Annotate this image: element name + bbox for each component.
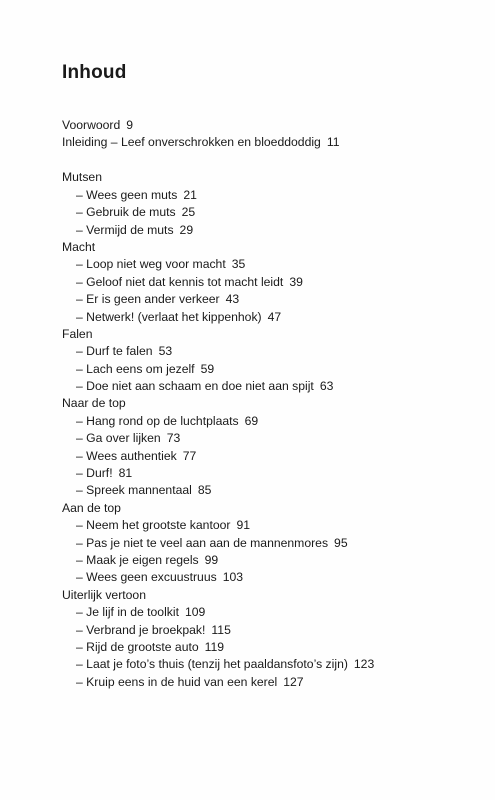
toc-entry xyxy=(62,309,482,326)
toc-entry xyxy=(62,482,482,499)
toc-entry-page: 21 xyxy=(183,187,197,202)
toc-entry-label: – Doe niet aan schaam en doe niet aan spijt xyxy=(76,379,314,394)
toc-entry xyxy=(62,361,482,378)
toc-entry-label: – Maak je eigen regels xyxy=(76,552,199,567)
toc-entry-page: 73 xyxy=(166,431,181,446)
toc-entry-page: 77 xyxy=(182,448,197,463)
toc-entry-label: – Neem het grootste kantoor xyxy=(76,518,231,533)
toc-entry-page: 123 xyxy=(353,657,375,672)
toc-entry-page: 39 xyxy=(289,274,303,289)
toc-entry xyxy=(62,535,482,552)
toc-entry-label: – Durf te falen xyxy=(76,344,153,359)
toc-entry-label: – Hang rond op de luchtplaats xyxy=(76,413,239,428)
toc-entry xyxy=(62,622,482,639)
section-heading-uiterlijk-vertoon: Uiterlijk vertoon xyxy=(62,587,146,602)
table-of-contents xyxy=(62,117,482,691)
toc-entry xyxy=(62,656,482,673)
toc-entry xyxy=(62,517,482,534)
section-heading-naar-de-top: Naar de top xyxy=(62,396,126,411)
toc-entry-voorwoord xyxy=(62,117,482,134)
toc-entry-page: 43 xyxy=(225,292,240,307)
toc-entry-label: – Kruip eens in de huid van een kerel xyxy=(76,674,278,689)
toc-entry-label: – Spreek mannentaal xyxy=(76,483,192,498)
toc-entry xyxy=(62,256,482,273)
toc-entry-page: 119 xyxy=(204,639,225,654)
toc-entry-label: – Durf! xyxy=(76,466,113,481)
toc-entry-page: 91 xyxy=(236,518,251,533)
toc-entry-page: 25 xyxy=(181,205,196,220)
toc-entry xyxy=(62,378,482,395)
toc-entry-page: 115 xyxy=(211,622,231,637)
toc-entry xyxy=(62,274,482,291)
toc-entry-label: – Rijd de grootste auto xyxy=(76,639,199,654)
section-heading-falen: Falen xyxy=(62,326,93,341)
toc-entry xyxy=(62,222,482,239)
toc-entry-label: – Laat je foto’s thuis (tenzij het paaldansfoto’s zijn) xyxy=(76,657,348,672)
toc-entry xyxy=(62,413,482,430)
toc-entry-label: – Netwerk! (verlaat het kippenhok) xyxy=(76,309,262,324)
toc-entry xyxy=(62,604,482,621)
toc-entry-label: – Gebruik de muts xyxy=(76,205,176,220)
spacer xyxy=(62,152,482,170)
section-heading-mutsen: Mutsen xyxy=(62,170,102,185)
toc-entry-inleiding xyxy=(62,134,482,151)
toc-entry xyxy=(62,187,482,204)
toc-entry-label: – Loop niet weg voor macht xyxy=(76,257,226,272)
toc-entry-page: 47 xyxy=(267,309,282,324)
toc-entry-page: 127 xyxy=(283,674,304,689)
toc-entry-page: 11 xyxy=(326,135,340,150)
toc-entry-page: 109 xyxy=(184,605,206,620)
toc-entry-label: – Lach eens om jezelf xyxy=(76,361,195,376)
toc-entry xyxy=(62,204,482,221)
toc-entry-page: 9 xyxy=(126,118,134,132)
toc-entry-label: – Er is geen ander verkeer xyxy=(76,292,220,307)
toc-entry-page: 85 xyxy=(197,483,212,498)
toc-entry-page: 95 xyxy=(334,535,348,550)
toc-entry-label: – Geloof niet dat kennis tot macht leidt xyxy=(76,274,284,289)
toc-entry-label: – Wees authentiek xyxy=(76,448,177,463)
toc-entry-page: 53 xyxy=(158,344,173,359)
toc-entry xyxy=(62,552,482,569)
toc-entry xyxy=(62,291,482,308)
toc-entry-label: – Pas je niet te veel aan aan de mannenmores xyxy=(76,535,329,550)
toc-entry xyxy=(62,569,482,586)
toc-entry xyxy=(62,674,482,691)
toc-entry-page: 99 xyxy=(204,552,219,567)
toc-entry-page: 103 xyxy=(222,570,244,585)
toc-entry-page: 81 xyxy=(118,466,133,481)
toc-entry-label: – Wees geen excuustruus xyxy=(76,570,217,585)
toc-entry-label: – Vermijd de muts xyxy=(76,222,174,237)
toc-entry-page: 63 xyxy=(319,379,334,394)
toc-entry-page: 35 xyxy=(231,257,246,272)
toc-entry xyxy=(62,639,482,656)
page-title: Inhoud xyxy=(62,62,127,83)
toc-entry-label: – Je lijf in de toolkit xyxy=(76,605,179,620)
toc-entry xyxy=(62,465,482,482)
toc-entry xyxy=(62,343,482,360)
toc-entry xyxy=(62,448,482,465)
section-heading-macht: Macht xyxy=(62,239,96,254)
toc-entry-label: – Wees geen muts xyxy=(76,187,178,202)
toc-entry xyxy=(62,430,482,447)
toc-entry-page: 69 xyxy=(244,413,259,428)
section-heading-aan-de-top: Aan de top xyxy=(62,500,121,515)
toc-entry-label: – Ga over lijken xyxy=(76,431,161,446)
toc-entry-label: Inleiding – Leef onverschrokken en bloeddoddig xyxy=(62,135,321,150)
toc-entry-label: Voorwoord xyxy=(62,118,121,132)
toc-entry-page: 29 xyxy=(179,222,194,237)
toc-entry-label: – Verbrand je broekpak! xyxy=(76,622,206,637)
toc-entry-page: 59 xyxy=(200,361,215,376)
